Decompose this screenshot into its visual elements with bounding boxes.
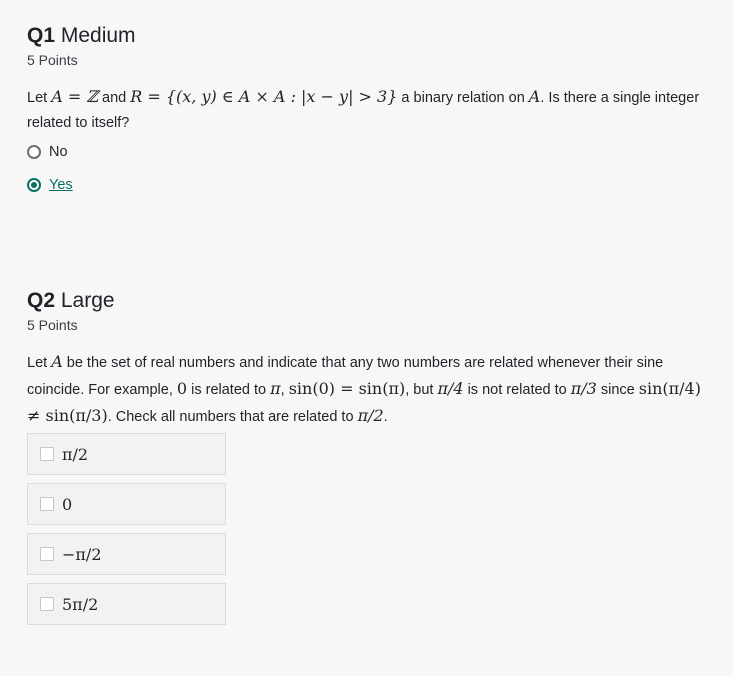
q1-title [27,24,136,48]
checkbox-icon[interactable] [40,497,54,511]
q2-text-part: is related to [187,382,271,398]
q2-math-a: A [51,352,63,371]
checkbox-icon[interactable] [40,447,54,461]
checkbox-icon[interactable] [40,547,54,561]
q1-math-a: A [528,87,541,106]
q1-text-part: and [98,90,131,106]
q2-option-zero[interactable] [27,483,226,525]
q2-text-part: . [383,409,388,425]
q2-option-label: 5π/2 [62,594,99,614]
q2-math-pi: π [270,379,281,398]
q2-text-part: . Check all numbers that are related to [107,409,358,425]
q1-size: Medium [60,24,136,47]
q2-text-part: Let [27,355,52,371]
q2-option-minus-pi-over-2[interactable] [27,533,226,575]
q2-text-part: is not related to [463,382,571,398]
q1-text-part: a binary relation on [397,90,529,106]
radio-unselected-icon[interactable] [27,145,41,159]
q1-number: Q1 [27,24,56,47]
q2-points: 5 Points [27,317,78,333]
q1-option-yes[interactable] [27,177,73,193]
q2-math-zero: 0 [176,379,188,398]
radio-selected-icon[interactable] [27,178,41,192]
q2-text-part: since [596,382,639,398]
q2-question-text [27,349,702,430]
q2-math-sin-equal: sin(0) = sin(π) [288,379,406,398]
q2-option-label: 0 [62,494,73,514]
q1-points: 5 Points [27,52,78,68]
q2-number: Q2 [27,289,56,312]
q2-text-part: , but [405,382,438,398]
q2-option-label: π/2 [62,444,89,464]
q2-title [27,289,115,313]
q2-option-label: −π/2 [62,544,102,564]
q1-question-text [27,84,702,136]
q1-text-part: Let [27,90,52,106]
q1-text-part: . Is there a single integer related to itself? [27,90,700,131]
q1-math-a-equals-z: A = ℤ [51,87,98,106]
q2-text-part: , [280,382,289,398]
q2-math-pi-over-2: π/2 [357,406,384,425]
q2-math-sin-not-equal: sin(π/4) ≠ sin(π/3) [27,379,701,425]
q2-option-5pi-over-2[interactable] [27,583,226,625]
q2-text-part: be the set of real numbers and indicate that any two numbers are related whenever their sine coincide. For example, [27,355,664,398]
q1-option-yes-label: Yes [49,177,73,193]
q2-math-pi-over-3: π/3 [570,379,597,398]
q1-option-no-label: No [49,144,68,160]
q1-math-relation-def: R = {(x, y) ∈ A × A : |x − y| > 3} [130,87,398,106]
checkbox-icon[interactable] [40,597,54,611]
q2-math-pi-over-4: π/4 [437,379,464,398]
q2-option-pi-over-2[interactable] [27,433,226,475]
q2-size: Large [60,289,115,312]
q1-option-no[interactable] [27,144,68,160]
